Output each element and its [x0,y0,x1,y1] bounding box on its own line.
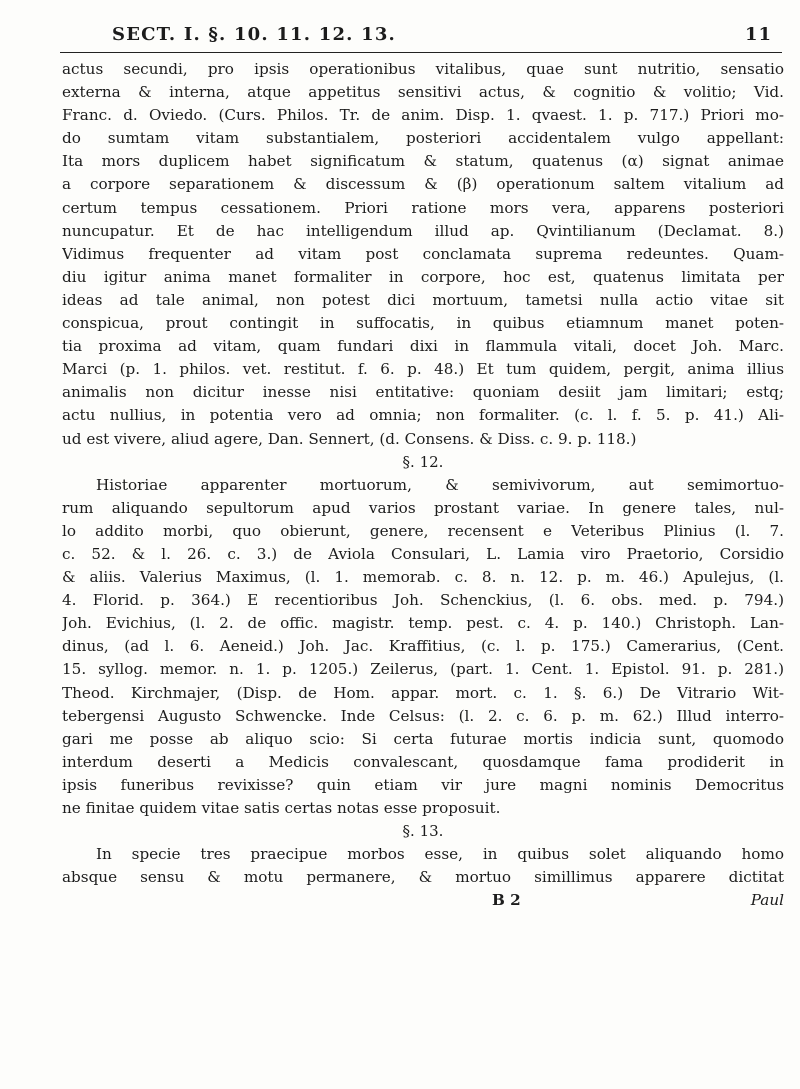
text-line: tebergensi Augusto Schwencke. Inde Celsus: (l. 2. c. 6. p. m. 62.) Illud interro- [62,706,784,725]
text-line: actu nullius, in potentia vero ad omnia; non formaliter. (c. l. f. 5. p. 41.) Ali- [62,406,784,425]
text-line: dinus, (ad l. 6. Aeneid.) Joh. Jac. Kraffitius, (c. l. p. 175.) Camerarius, (Cent. [62,637,784,656]
text-line: gari me posse ab aliquo scio: Si certa futurae mortis indicia sunt, quomodo [62,729,784,748]
text-line: Franc. d. Oviedo. (Curs. Philos. Tr. de anim. Disp. 1. qvaest. 1. p. 717.) Priori mo- [62,106,784,125]
page-footer [62,889,784,912]
text-line: do sumtam vitam substantialem, posteriori accidentalem vulgo appellant: [62,129,784,148]
text-line: ud est vivere, aliud agere, Dan. Sennert, (d. Consens. & Diss. c. 9. p. 118.) [62,429,637,448]
text-line: interdum deserti a Medicis convalescant, quosdamque fama prodiderit in [62,752,784,771]
text-line: nuncupatur. Et de hac intelligendum illud ap. Qvintilianum (Declamat. 8.) [62,221,784,240]
text-line: Theod. Kirchmajer, (Disp. de Hom. appar. mort. c. 1. §. 6.) De Vitrario Wit- [62,683,784,702]
text-line: ideas ad tale animal, non potest dici mortuum, tametsi nulla actio vitae sit [62,290,784,309]
text-line: Historiae apparenter mortuorum, & semivivorum, aut semimortuo- [96,475,784,494]
text-line: 4. Florid. p. 364.) E recentioribus Joh. Schenckius, (l. 6. obs. med. p. 794.) [62,591,784,610]
text-line: externa & interna, atque appetitus sensitivi actus, & cognitio & volitio; Vid. [62,83,784,102]
text-line: c. 52. & l. 26. c. 3.) de Aviola Consulari, L. Lamia viro Praetorio, Corsidio [62,544,784,563]
page-number: 11 [744,24,772,45]
text-line: 15. syllog. memor. n. 1. p. 1205.) Zeilerus, (part. 1. Cent. 1. Epistol. 91. p. 281.) [62,660,784,679]
catchword: Paul [750,891,784,910]
section-heading: SECT. I. §. 10. 11. 12. 13. [112,24,397,45]
text-body [62,58,784,912]
running-header [60,14,782,54]
signature-mark: B 2 [492,891,521,910]
text-line: absque sensu & motu permanere, & mortuo simillimus apparere dictitat [62,868,784,887]
text-line: In specie tres praecipue morbos esse, in quibus solet aliquando homo [96,845,784,864]
text-line: lo addito morbi, quo obierunt, genere, recensent e Veteribus Plinius (l. 7. [62,521,784,540]
text-line: Ita mors duplicem habet significatum & statum, quatenus (α) signat animae [62,152,784,171]
text-line: ipsis funeribus revixisse? quin etiam vir jure magni nominis Democritus [62,775,784,794]
text-line: certum tempus cessationem. Priori ratione mors vera, apparens posteriori [62,198,784,217]
text-line: conspicua, prout contingit in suffocatis, in quibus etiamnum manet poten- [62,314,784,333]
text-line: Vidimus frequenter ad vitam post conclamata suprema redeuntes. Quam- [62,244,784,263]
text-line: diu igitur anima manet formaliter in corpore, hoc est, quatenus limitata per [62,267,784,286]
text-line: actus secundi, pro ipsis operationibus vitalibus, quae sunt nutritio, sensatio [62,60,784,78]
text-line: a corpore separationem & discessum & (β) operationum saltem vitalium ad [62,175,784,194]
text-line: tia proxima ad vitam, quam fundari dixi in flammula vitali, docet Joh. Marc. [62,337,784,356]
text-line: Joh. Evichius, (l. 2. de offic. magistr. temp. pest. c. 4. p. 140.) Christoph. Lan- [62,614,784,633]
section-number-12: §. 12. [402,452,444,471]
text-line: ne finitae quidem vitae satis certas notas esse proposuit. [62,799,501,817]
header-rule [60,52,782,53]
text-line: animalis non dicitur inesse nisi entitative: quoniam desiit jam limitari; estq; [62,383,784,402]
text-line: & aliis. Valerius Maximus, (l. 1. memorab. c. 8. n. 12. p. m. 46.) Apulejus, (l. [62,568,784,587]
section-number-13: §. 13. [402,822,444,841]
text-line: rum aliquando sepultorum apud varios prostant variae. In genere tales, nul- [62,498,784,517]
text-line: Marci (p. 1. philos. vet. restitut. f. 6. p. 48.) Et tum quidem, pergit, anima illius [62,360,784,379]
